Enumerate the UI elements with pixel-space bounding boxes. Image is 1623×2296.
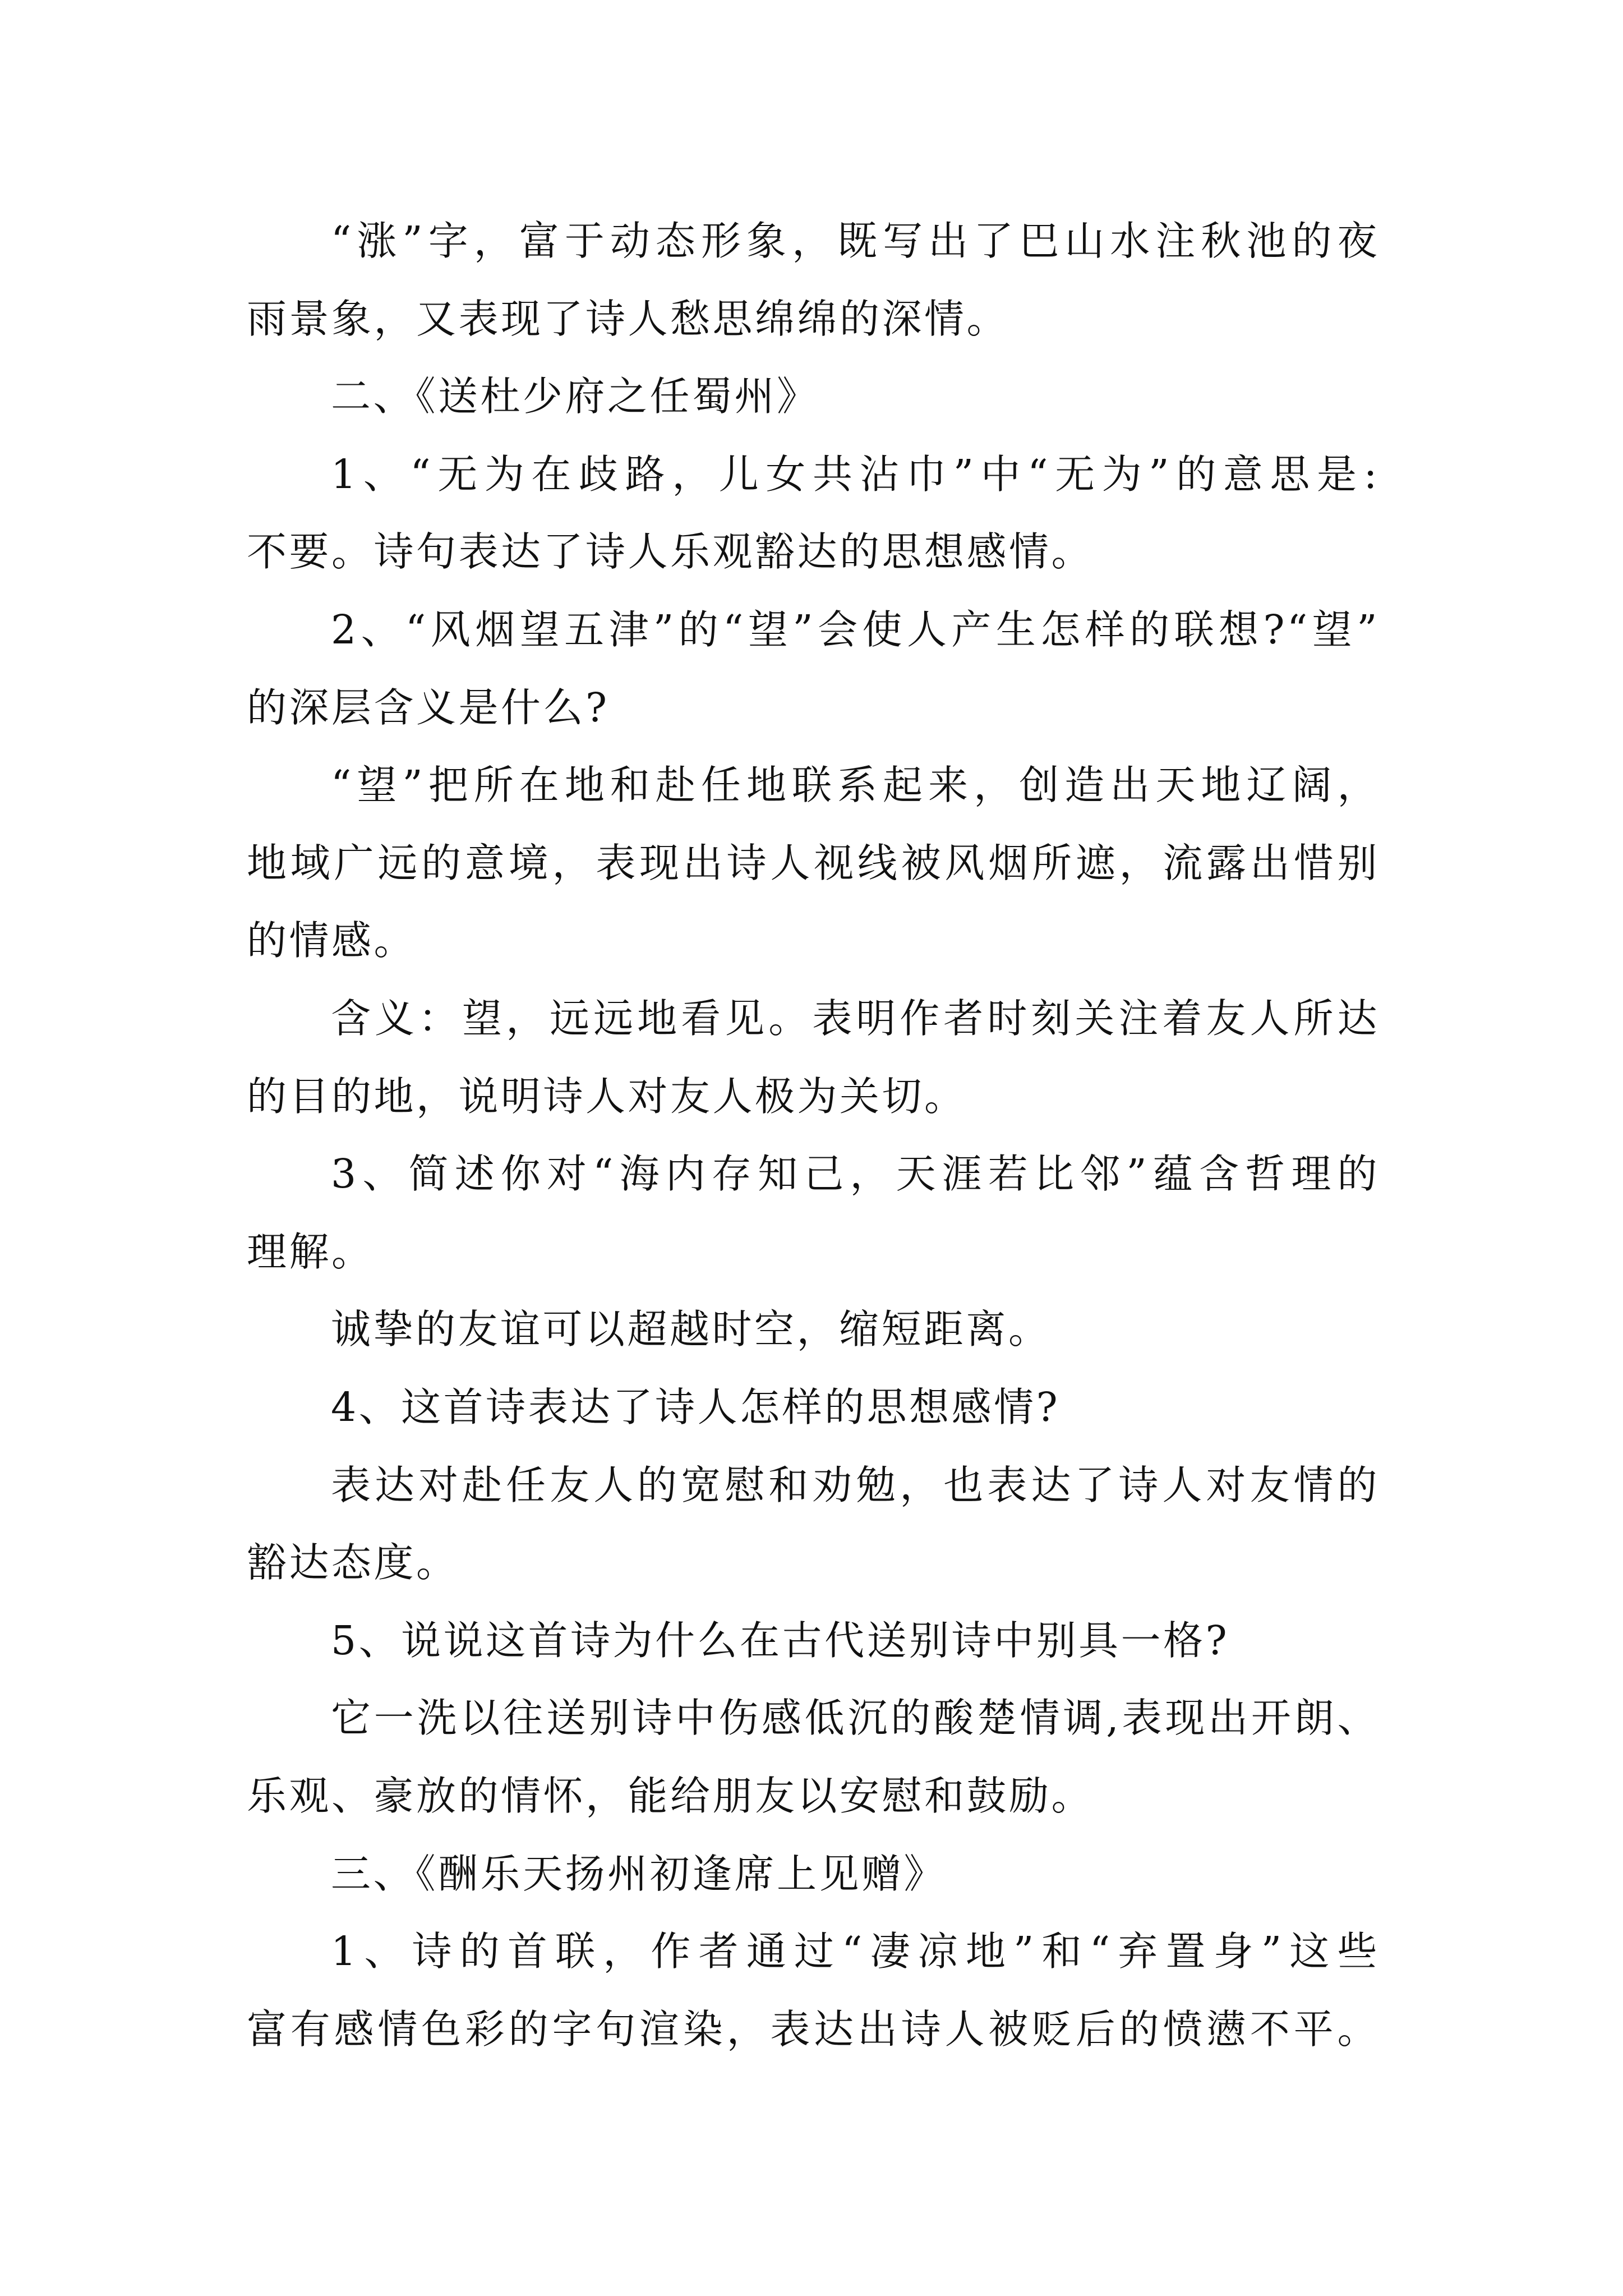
text-line: 表达对赴任友人的宽慰和劝勉，也表达了诗人对友情的 [331,1462,1380,1508]
text-line: 1、“无为在歧路，儿女共沾巾”中“无为”的意思是: [331,451,1380,498]
text-line: 富有感情色彩的字句渲染，表达出诗人被贬后的愤懑不平。 [247,2006,1380,2053]
text-line: 理解。 [247,1228,374,1275]
text-line: 豁达态度。 [247,1539,459,1586]
text-line: 3、简述你对“海内存知己，天涯若比邻”蕴含哲理的 [331,1151,1380,1197]
text-line: 2、“风烟望五津”的“望”会使人产生怎样的联想?“望” [331,606,1380,653]
text-line: 的深层含义是什么? [247,684,610,731]
text-line: 二、《送杜少府之任蜀州》 [331,373,819,420]
text-line: 1、诗的首联，作者通过“凄凉地”和“弃置身”这些 [331,1928,1380,1975]
text-line: “涨”字，富于动态形象，既写出了巴山水注秋池的夜 [331,218,1380,264]
text-line: 它一洗以往送别诗中伤感低沉的酸楚情调,表现出开朗、 [331,1695,1380,1741]
text-line: 乐观、豪放的情怀，能给朋友以安慰和鼓励。 [247,1773,1094,1819]
text-line: 5、说说这首诗为什么在古代送别诗中别具一格? [331,1617,1230,1664]
text-line: 的目的地，说明诗人对友人极为关切。 [247,1073,967,1120]
text-line: 雨景象，又表现了诗人愁思绵绵的深情。 [247,296,1009,342]
text-line: 三、《酬乐天扬州初逢席上见赠》 [331,1851,947,1897]
text-line: “望”把所在地和赴任地联系起来，创造出天地辽阔， [331,762,1380,808]
text-line: 4、这首诗表达了诗人怎样的思想感情? [331,1384,1061,1430]
text-line: 诚挚的友谊可以超越时空，缩短距离。 [331,1306,1051,1352]
text-line: 地域广远的意境，表现出诗人视线被风烟所遮，流露出惜别 [247,840,1380,886]
text-line: 的情感。 [247,917,417,964]
text-line: 不要。诗句表达了诗人乐观豁达的思想感情。 [247,528,1094,575]
text-line: 含义：望，远远地看见。表明作者时刻关注着友人所达 [331,995,1380,1042]
